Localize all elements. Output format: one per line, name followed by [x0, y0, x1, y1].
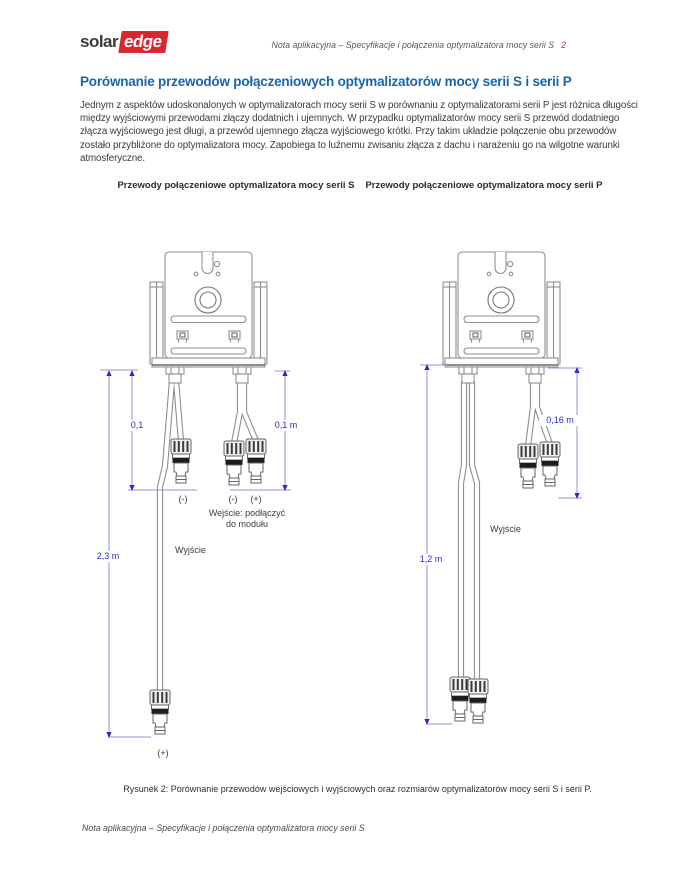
- series-s-input-note-line1: Wejście: podłączyć: [208, 508, 286, 518]
- series-s-input-plus-label: (+): [250, 494, 262, 504]
- series-s-input-minus-label: (-): [228, 494, 238, 504]
- series-p-diagram: [400, 240, 650, 775]
- series-s-input-length-label: 0,1: [121, 420, 153, 431]
- series-s-connectors: [150, 439, 266, 734]
- section-title: Porównanie przewodów połączeniowych optymalizatorów mocy serii S i serii P: [80, 74, 572, 89]
- series-s-output-plus-label: (+): [157, 748, 169, 758]
- logo-text-solar: solar: [80, 32, 119, 51]
- running-header: [240, 40, 566, 50]
- series-s-optimizer: [150, 252, 267, 383]
- series-p-output-label: Wyjście: [490, 524, 521, 534]
- page-footer: Nota aplikacyjna – Specyfikacje i połączenia optymalizatora mocy serii S: [82, 823, 365, 833]
- series-p-optimizer: [443, 252, 560, 383]
- figure-caption: Rysunek 2: Porównanie przewodów wejściowych i wyjściowych oraz rozmiarów optymalizatorów mocy serii S i serii P.: [123, 784, 592, 794]
- series-s-input-note-line2: do modułu: [225, 518, 269, 529]
- series-s-input-length-m-label: 0,1 m: [265, 420, 307, 431]
- series-s-output-length-label: 2,3 m: [90, 551, 126, 562]
- series-p-connectors: [450, 442, 560, 723]
- series-p-input-length-label: 0,16 m: [539, 415, 581, 426]
- series-s-input-note: [187, 508, 307, 529]
- running-header-text: Nota aplikacyjna – Specyfikacje i połączenia optymalizatora mocy serii S: [271, 40, 555, 50]
- solaredge-logo: [80, 31, 167, 53]
- series-p-output-length-label: 1,2 m: [412, 554, 450, 565]
- figure-header-series-p: Przewody połączeniowe optymalizatora mocy serii P: [365, 180, 603, 191]
- series-s-output-minus-label: (-): [178, 494, 188, 504]
- series-s-cables: [160, 381, 256, 692]
- figure-header-series-s: Przewody połączeniowe optymalizatora mocy serii S: [117, 180, 355, 191]
- page-number: 2: [561, 40, 566, 50]
- logo-text-edge: edge: [118, 31, 168, 53]
- series-s-output-label: Wyjście: [175, 545, 206, 555]
- body-paragraph: Jednym z aspektów udoskonalonych w optymalizatorach mocy serii S w porównaniu z optymalizatorami serii P jest różnica długości między wyjściowymi przewodami złączy dodatnich i ujemnych. W przypadku optymalizatorów mocy serii S przewód dodatniego złącza wyjściowego jest długi, a przewód ujemnego złącza wyjściowego krótki. Przy takim układzie połączenie obu przewodów zostało przybliżone do optymalizatora mocy. Zapobiega to luźnemu zwisaniu złącza z dachu i narażeniu go na wilgotne warunki atmosferyczne.: [80, 100, 638, 164]
